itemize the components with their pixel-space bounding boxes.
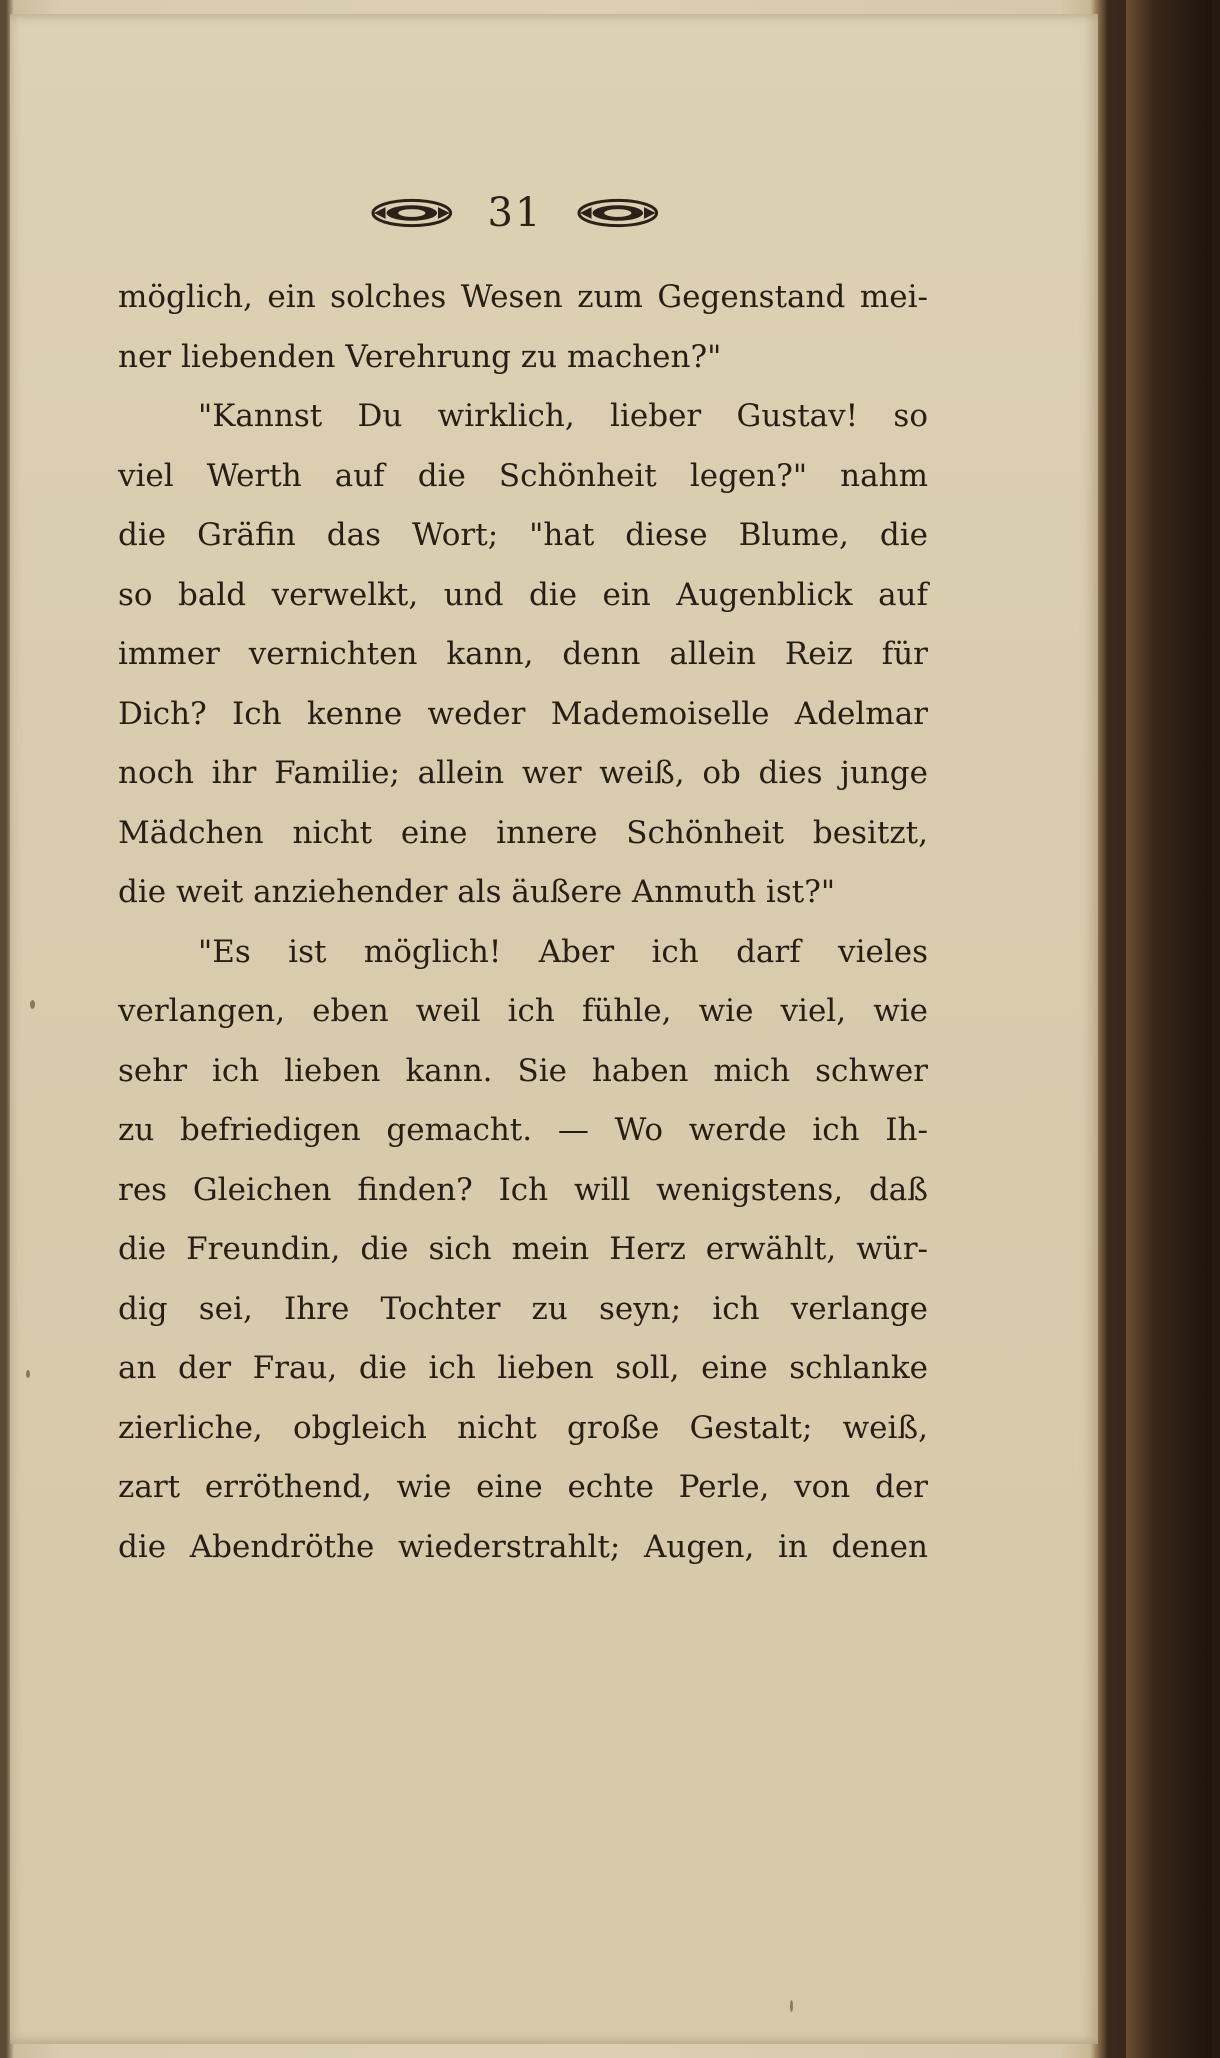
text-line: res Gleichen finden? Ich will wenigstens, daß <box>118 1171 928 1208</box>
text-line: die Gräfin das Wort; "hat diese Blume, die <box>118 517 928 553</box>
text-line: Mädchen nicht eine innere Schönheit besitzt, <box>118 814 928 851</box>
text-line: die Abendröthe wiederstrahlt; Augen, in denen <box>118 1528 928 1565</box>
text-line: so bald verwelkt, und die ein Augenblick auf <box>118 576 928 613</box>
text-line: an der Frau, die ich lieben soll, eine schlanke <box>118 1350 928 1386</box>
page-number: 31 <box>487 190 543 236</box>
text-line: ner liebenden Verehrung zu machen?" <box>118 338 722 375</box>
text-line: immer vernichten kann, denn allein Reiz für <box>118 636 928 672</box>
text-line: viel Werth auf die Schönheit legen?" nahm <box>118 457 928 494</box>
ornament-icon <box>370 196 454 230</box>
text-line: zu befriedigen gemacht. — Wo werde ich Ih- <box>118 1112 928 1148</box>
page-blemish <box>30 1000 35 1009</box>
text-line: die weit anziehender als äußere Anmuth ist?" <box>118 874 836 910</box>
text-line: Dich? Ich kenne weder Mademoiselle Adelmar <box>118 695 928 732</box>
text-line: verlangen, eben weil ich fühle, wie viel, wie <box>118 993 928 1029</box>
text-line: die Freundin, die sich mein Herz erwählt, wür- <box>118 1231 928 1267</box>
body-text <box>118 268 928 1577</box>
text-line: möglich, ein solches Wesen zum Gegenstand mei- <box>118 279 928 315</box>
text-line: zart erröthend, wie eine echte Perle, von der <box>118 1469 928 1505</box>
text-line: "Kannst Du wirklich, lieber Gustav! so <box>198 398 928 434</box>
text-line: zierliche, obgleich nicht große Gestalt; weiß, <box>118 1409 928 1446</box>
text-line: noch ihr Familie; allein wer weiß, ob dies junge <box>118 755 928 791</box>
page-blemish <box>790 2000 793 2012</box>
ornament-icon <box>576 196 660 230</box>
book-binding-edge <box>1126 0 1212 2058</box>
text-line: dig sei, Ihre Tochter zu seyn; ich verlange <box>118 1290 928 1327</box>
page-header <box>370 178 660 248</box>
page-blemish <box>26 1370 30 1378</box>
text-line: "Es ist möglich! Aber ich darf vieles <box>198 933 928 970</box>
text-line: sehr ich lieben kann. Sie haben mich schwer <box>118 1052 928 1089</box>
